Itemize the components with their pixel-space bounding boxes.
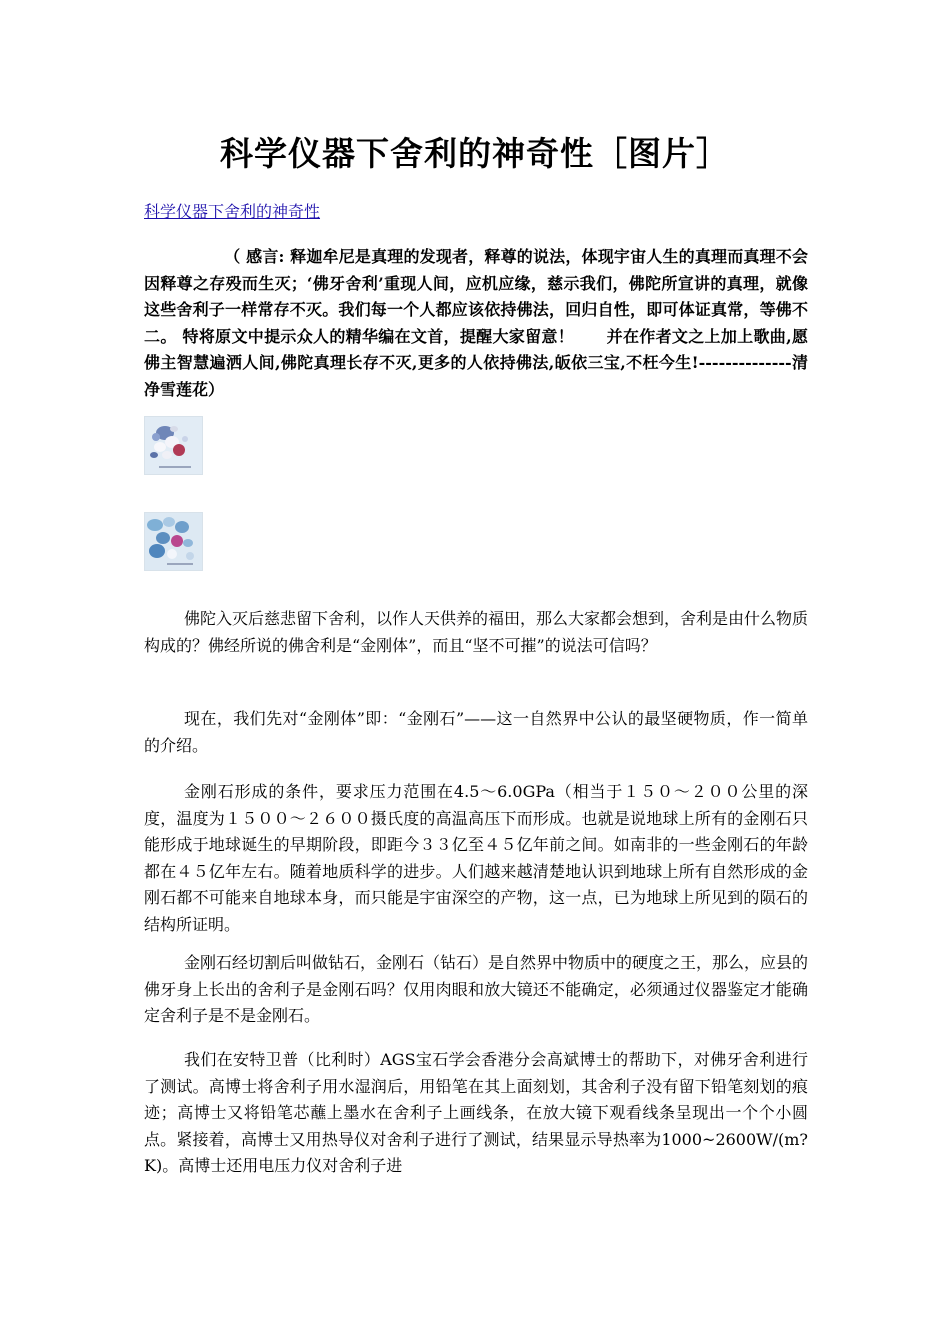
preface-text: （ 感言: 释迦牟尼是真理的发现者，释尊的说法，体现宇宙人生的真理而真理不会因释尊之存殁而生灭；‘佛牙舍利’重现人间，应机应缘，慈示我们，佛陀所宣讲的真理，就像这些舍利子一样常存不灭。我们每一个人都应该依持佛法，回归自性，即可体证真常，等佛不二。 特将原文中提示众人的精华编在文首，提醒大家留意！ 并在作者文之上加上歌曲,愿佛主智慧遍洒人间,佛陀真理长存不灭,更多的人依持佛法,皈依三宝,不枉今生!--------------清净雪莲花） xyxy=(144,247,808,399)
sarira-photo-2-graphic xyxy=(145,513,202,570)
sarira-photo-1-graphic xyxy=(145,417,202,474)
article-link[interactable]: 科学仪器下舍利的神奇性 xyxy=(144,202,321,221)
body-paragraph-1: 佛陀入灭后慈悲留下舍利，以作人天供养的福田，那么大家都会想到，舍利是由什么物质构成的？佛经所说的佛舍利是“金刚体”，而且“坚不可摧”的说法可信吗？ xyxy=(144,609,809,655)
body-paragraph-5: 我们在安特卫普（比利时）AGS宝石学会香港分会高斌博士的帮助下，对佛牙舍利进行了测试。高博士将舍利子用水湿润后，用铅笔在其上面刻划，其舍利子没有留下铅笔刻划的痕迹；高博士又将铅笔芯蘸上墨水在舍利子上画线条，在放大镜下观看线条呈现出一个个小圆点。紧接着，高博士又用热导仪对舍利子进行了测试，结果显示导热率为1000~2600W/(m?K)。高博士还用电压力仪对舍利子进 xyxy=(144,1050,808,1175)
preface-paragraph xyxy=(144,244,808,403)
sarira-photo-1-icon[interactable] xyxy=(144,416,203,475)
body-paragraph-3: 金刚石形成的条件，要求压力范围在4.5～6.0GPa（相当于１５０～２００公里的深度，温度为１５００～２６００摄氏度的高温高压下而形成。也就是说地球上所有的金刚石只能形成于地球诞生的早期阶段，即距今３３亿至４５亿年前之间。如南非的一些金刚石的年龄都在４５亿年左右。随着地质科学的进步。人们越来越清楚地认识到地球上所有自然形成的金刚石都不可能来自地球本身，而只能是宇宙深空的产物，这一点，已为地球上所见到的陨石的结构所证明。 xyxy=(144,782,808,934)
page-title: 科学仪器下舍利的神奇性［图片］ xyxy=(220,134,730,173)
body-paragraph-2: 现在，我们先对“金刚体”即：“金刚石”——这一自然界中公认的最坚硬物质，作一简单的介绍。 xyxy=(144,709,808,755)
body-paragraph-4: 金刚石经切割后叫做钻石，金刚石（钻石）是自然界中物质中的硬度之王，那么，应县的佛牙身上长出的舍利子是金刚石吗？仅用肉眼和放大镜还不能确定，必须通过仪器鉴定才能确定舍利子是不是金刚石。 xyxy=(144,953,809,1025)
sarira-photo-2-icon[interactable] xyxy=(144,512,203,571)
